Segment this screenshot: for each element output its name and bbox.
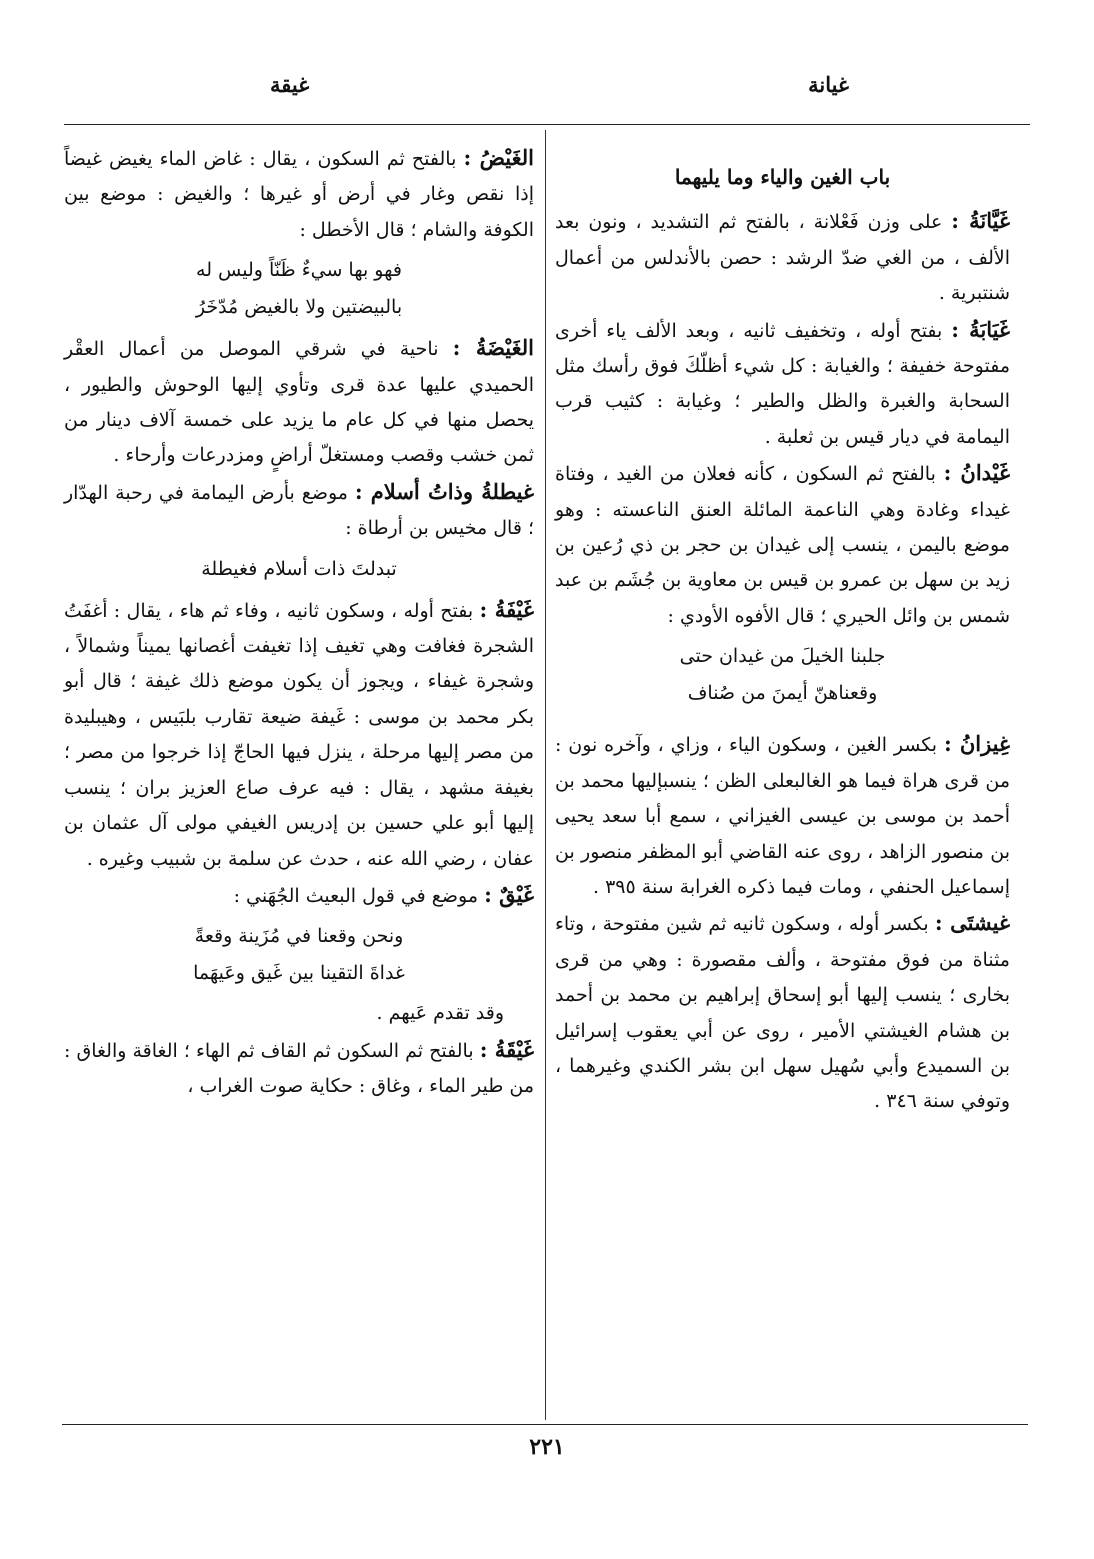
entry-headword: غَيَّانَةُ : — [951, 208, 1010, 234]
entry-text: بفتح أوله ، وسكون ثانيه ، وفاء ثم هاء ، يقال : أغفَتُ الشجرة فغافت وهي تغيف إذا تغيفت أغصانها يميناً وشمالاً ، وشجرة غيفاء ، ويجوز أن يكون موضع ذلك غيفة ؛ قال أبو بكر محمد بن موسى : غَيفة ضيعة تقارب بلبَيس ، وهيبليدة من مصر إليها مرحلة ، ينزل فيها الحاجّ إذا خرجوا من مصر ؛ بغيفة مشهد ، يقال : فيه عرف صاع العزيز بران ؛ ينسب إليها أبو علي حسين بن إدريس الغيفي مولى آل عثمان بن عفان ، رضي الله عنه ، حدث عن سلمة بن شبيب وغيره . — [64, 599, 534, 870]
verse-line: تبدلتَ ذات أسلام فغيطلة — [201, 557, 397, 580]
entry-headword: غَيَابَةُ : — [951, 316, 1011, 342]
verse-line: جلبنا الخيلَ من غيدان حتى — [679, 645, 886, 668]
entry-text: بالفتح ثم السكون ، يقال : غاض الماء يغيض غيضاً إذا نقص وغار في أرض أو غيرها ؛ والغيض : موضع بين الكوفة والشام ؛ قال الأخطل : — [64, 148, 534, 241]
entry — [555, 455, 1010, 634]
page-number: ٢٢١ — [529, 1434, 565, 1460]
entry-continuation: وقد تقدم عَيهم . — [376, 1002, 504, 1025]
verse — [64, 918, 534, 992]
header-left-keyword: غيقة — [270, 72, 310, 97]
entry — [555, 905, 1010, 1119]
entry-headword: غَيْفَةُ : — [479, 596, 535, 622]
section-title: باب الغين والياء وما يليهما — [674, 165, 891, 189]
entry — [64, 474, 534, 547]
running-header — [60, 72, 1034, 104]
entry — [555, 203, 1010, 311]
verse-line: بالبيضتين ولا بالغيض مُدّخَرُ — [195, 296, 403, 319]
entry — [64, 140, 534, 248]
left-column — [64, 140, 534, 1105]
column-divider — [545, 130, 546, 1420]
entry — [64, 592, 534, 877]
entry-headword: غيشتَى : — [934, 910, 1010, 936]
verse — [64, 551, 534, 588]
top-rule — [64, 124, 1030, 125]
entry-text: بالفتح ثم السكون ثم القاف ثم الهاء ؛ الغاقة والغاق : من طير الماء ، وغاق : حكاية صوت الغراب ، — [64, 1039, 534, 1098]
verse-line: غداةَ التقينا بين غَيق وعَيهَما — [193, 962, 405, 985]
entry-headword: غَيْدانُ : — [943, 460, 1010, 486]
verse-line: ونحن وقعنا في مُزَينة وقعةً — [194, 925, 404, 948]
verse-line: وقعناهنّ أيمنَ من صُناف — [687, 682, 878, 705]
entry-headword: الغَيْضَةُ : — [452, 335, 534, 361]
entry-text: موضع في قول البعيث الجُهَني : — [233, 884, 485, 907]
entry-text: موضع بأرض اليمامة في رحبة الهدّار ؛ قال مخيس بن أرطاة : — [64, 481, 534, 540]
verse — [64, 252, 534, 326]
entry — [555, 726, 1010, 905]
entry-text: ناحية في شرقي الموصل من أعمال العقْر الحميدي عليها عدة قرى وتأوي إليها الوحوش والطيور ، يحصل منها في كل عام ما يزيد على خمسة آلاف دينار من ثمن خشب وقصب ومستغلّ أراضٍ ومزدرعات وأرحاء . — [64, 338, 534, 467]
entry-headword: غَيْقَةُ : — [479, 1036, 535, 1062]
entry-headword: غيطلةُ وذاتُ أسلام : — [354, 478, 534, 504]
entry — [555, 312, 1010, 456]
entry — [64, 1032, 534, 1105]
entry — [64, 877, 534, 914]
entry — [64, 330, 534, 474]
entry-text: بكسر الغين ، وسكون الياء ، وزاي ، وآخره نون : من قرى هراة فيما هو الغالبعلى الظن ؛ ينسبإليها محمد بن أحمد بن موسى بن عيسى الغيزاني ، سمع أبا سعد يحيى بن منصور الزاهد ، روى عنه القاضي أبو المظفر منصور بن إسماعيل الحنفي ، ومات فيما ذكره الغرابة سنة ٣٩٥ . — [555, 734, 1010, 898]
entry-headword: غِيزانُ : — [943, 731, 1010, 757]
entry-text: على وزن فَعْلانة ، بالفتح ثم التشديد ، ونون بعد الألف ، من الغي ضدّ الرشد : حصن بالأندلس من أعمال شنتبرية . — [555, 211, 1010, 305]
right-column — [555, 138, 1010, 1120]
entry-text: بفتح أوله ، وتخفيف ثانيه ، وبعد الألف ياء أخرى مفتوحة خفيفة ؛ والغيابة : كل شيء أظلّكَ فوق رأسك مثل السحابة والغبرة والظل والطير ؛ وغيابة : كثيب قرب اليمامة في ديار قيس بن ثعلبة . — [555, 319, 1010, 448]
bottom-rule — [62, 1424, 1028, 1425]
entry-text: بالفتح ثم السكون ، كأنه فعلان من الغيد ، وفتاة غيداء وغادة وهي الناعمة المائلة العنق الناعسته : وهو موضع باليمن ، ينسب إلى غيدان بن حجر بن ذي رُعين بن زيد بن سهل بن عمرو بن قيس بن معاوية بن جُشَم بن عبد شمس بن وائل الحيري ؛ قال الأفوه الأودي : — [555, 463, 1010, 627]
entry-text: بكسر أوله ، وسكون ثانيه ثم شين مفتوحة ، وتاء مثناة من فوق مفتوحة ، وألف مقصورة : وهي من قرى بخارى ؛ ينسب إليها أبو إسحاق إبراهيم بن محمد بن أحمد بن هشام الغيشتي الأمير ، روى عن أبي يعقوب إسرائيل بن السميدع وأبي سُهيل سهل ابن بشر الكندي وغيرهما ، وتوفي سنة ٣٤٦ . — [555, 913, 1010, 1113]
verse — [555, 638, 1010, 712]
verse-line: فهو بها سيءٌ ظَنّاً وليس له — [196, 259, 402, 282]
entry-headword: الغَيْضُ : — [463, 145, 534, 170]
entry-headword: غَيْقٌ : — [484, 881, 534, 907]
header-right-keyword: غيانة — [808, 72, 849, 97]
